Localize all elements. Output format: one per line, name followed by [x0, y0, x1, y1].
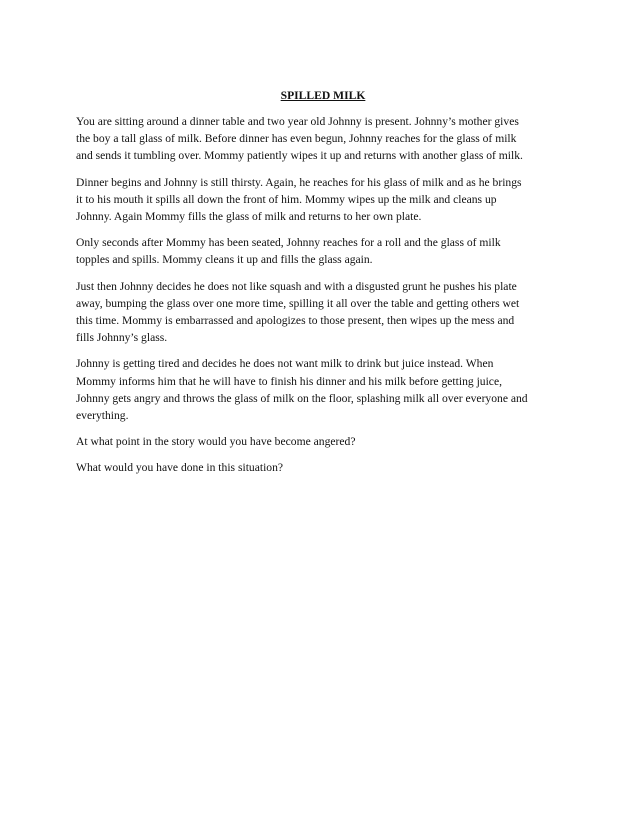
question-2: [76, 459, 570, 476]
document-title: SPILLED MILK: [280, 89, 366, 102]
text-line: Mommy informs him that he will have to finish his dinner and his milk before getting juice,: [76, 374, 503, 388]
text-line: Only seconds after Mommy has been seated, Johnny reaches for a roll and the glass of milk: [76, 236, 501, 250]
text-line: topples and spills. Mommy cleans it up and fills the glass again.: [76, 253, 373, 267]
paragraph-4: [76, 278, 570, 347]
paragraph-3: [76, 234, 570, 268]
paragraph-5: [76, 355, 570, 424]
text-line: Dinner begins and Johnny is still thirsty. Again, he reaches for his glass of milk and as he brings: [76, 175, 522, 189]
text-line: and sends it tumbling over. Mommy patiently wipes it up and returns with another glass of milk.: [76, 149, 523, 163]
document-body: [76, 88, 570, 486]
text-line: You are sitting around a dinner table and two year old Johnny is present. Johnny’s mother gives: [76, 115, 519, 128]
text-line: Johnny. Again Mommy fills the glass of milk and returns to her own plate.: [76, 210, 422, 224]
text-line: Johnny gets angry and throws the glass of milk on the floor, splashing milk all over everyone and: [76, 391, 528, 405]
text-line: away, bumping the glass over one more time, spilling it all over the table and getting others wet: [76, 296, 520, 310]
text-line: Just then Johnny decides he does not like squash and with a disgusted grunt he pushes his plate: [76, 279, 517, 293]
text-line: this time. Mommy is embarrassed and apologizes to those present, then wipes up the mess and: [76, 314, 515, 328]
text-line: it to his mouth it spills all down the front of him. Mommy wipes up the milk and cleans up: [76, 192, 497, 206]
text-line: everything.: [76, 409, 129, 423]
paragraph-1: [76, 113, 570, 165]
text-line: What would you have done in this situation?: [76, 461, 284, 475]
text-line: Johnny is getting tired and decides he does not want milk to drink but juice instead. When: [76, 357, 494, 371]
text-line: the boy a tall glass of milk. Before dinner has even begun, Johnny reaches for the glass of milk: [76, 132, 517, 146]
paragraph-2: [76, 174, 570, 226]
text-line: fills Johnny’s glass.: [76, 331, 168, 345]
question-1: [76, 433, 570, 450]
text-line: At what point in the story would you have become angered?: [76, 435, 356, 449]
